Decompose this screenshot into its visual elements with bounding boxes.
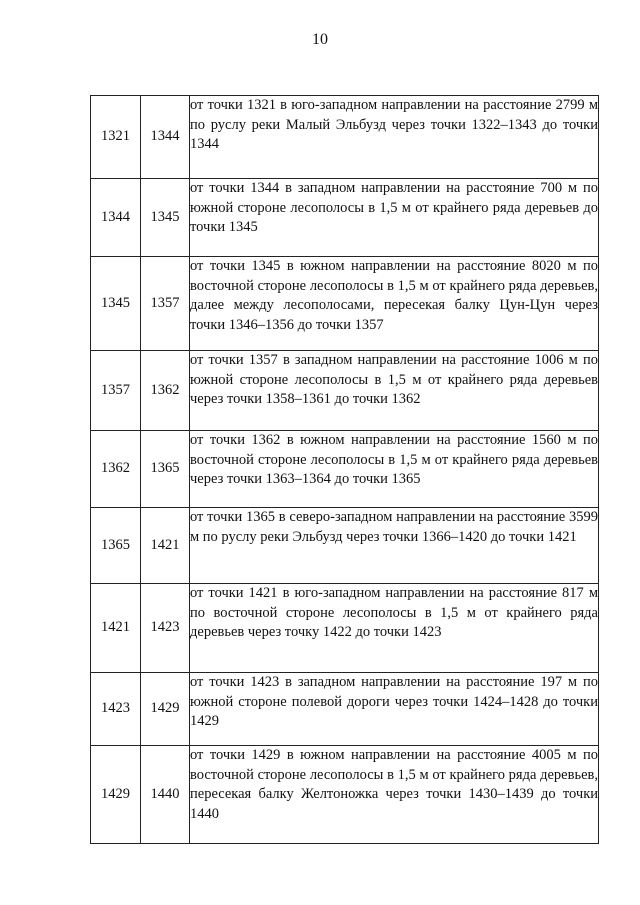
description-cell [190, 257, 599, 351]
start-point-cell: 1345 [91, 257, 141, 351]
description-cell [190, 508, 599, 584]
description-text: от точки 1365 в северо-западном направлении на расстояние 3599 м по руслу реки Эльбузд через точки 1366–1420 до точки 1421 [190, 509, 598, 545]
description-text: от точки 1429 в южном направлении на расстояние 4005 м по восточной стороне лесополосы в 1,5 м от крайнего ряда деревьев, пересекая балку Желтоножка через точки 1430–1439 до точки 1440 [190, 747, 598, 822]
table-row [91, 431, 599, 508]
boundary-table [90, 95, 599, 844]
start-point-cell: 1423 [91, 673, 141, 746]
description-cell [190, 179, 599, 257]
table-row [91, 746, 599, 844]
end-point-cell: 1440 [141, 746, 190, 844]
description-cell [190, 96, 599, 179]
table-row [91, 584, 599, 673]
end-point-cell: 1357 [141, 257, 190, 351]
description-text: от точки 1345 в южном направлении на расстояние 8020 м по восточной стороне лесополосы в 1,5 м от крайнего ряда деревьев, далее между лесополосами, пересекая балку Цун-Цун через точки 1346–1356 до точки 1357 [190, 258, 598, 333]
end-point-cell: 1344 [141, 96, 190, 179]
table-row [91, 179, 599, 257]
start-point-cell: 1365 [91, 508, 141, 584]
start-point-cell: 1421 [91, 584, 141, 673]
description-text: от точки 1362 в южном направлении на расстояние 1560 м по восточной стороне лесополосы в 1,5 м от крайнего ряда деревьев через точки 1363–1364 до точки 1365 [190, 432, 598, 487]
description-text: от точки 1357 в западном направлении на расстояние 1006 м по южной стороне лесополосы в 1,5 м от крайнего ряда деревьев через точки 1358–1361 до точки 1362 [190, 352, 598, 407]
end-point-cell: 1421 [141, 508, 190, 584]
end-point-cell: 1365 [141, 431, 190, 508]
table-row [91, 673, 599, 746]
description-cell [190, 431, 599, 508]
table-row [91, 96, 599, 179]
description-cell [190, 746, 599, 844]
description-cell [190, 351, 599, 431]
page-number: 10 [312, 31, 328, 48]
end-point-cell: 1423 [141, 584, 190, 673]
table-row [91, 257, 599, 351]
start-point-cell: 1344 [91, 179, 141, 257]
description-text: от точки 1421 в юго-западном направлении на расстояние 817 м по восточной стороне лесополосы в 1,5 м от крайнего ряда деревьев через точку 1422 до точки 1423 [190, 585, 598, 640]
end-point-cell: 1362 [141, 351, 190, 431]
description-cell [190, 673, 599, 746]
end-point-cell: 1345 [141, 179, 190, 257]
table-row [91, 351, 599, 431]
start-point-cell: 1321 [91, 96, 141, 179]
start-point-cell: 1362 [91, 431, 141, 508]
description-text: от точки 1321 в юго-западном направлении на расстояние 2799 м по руслу реки Малый Эльбузд через точки 1322–1343 до точки 1344 [190, 97, 598, 152]
start-point-cell: 1429 [91, 746, 141, 844]
description-text: от точки 1344 в западном направлении на расстояние 700 м по южной стороне лесополосы в 1,5 м от крайнего ряда деревьев до точки 1345 [190, 180, 598, 235]
description-text: от точки 1423 в западном направлении на расстояние 197 м по южной стороне полевой дороги через точки 1424–1428 до точки 1429 [190, 674, 598, 729]
start-point-cell: 1357 [91, 351, 141, 431]
table-row [91, 508, 599, 584]
end-point-cell: 1429 [141, 673, 190, 746]
description-cell [190, 584, 599, 673]
